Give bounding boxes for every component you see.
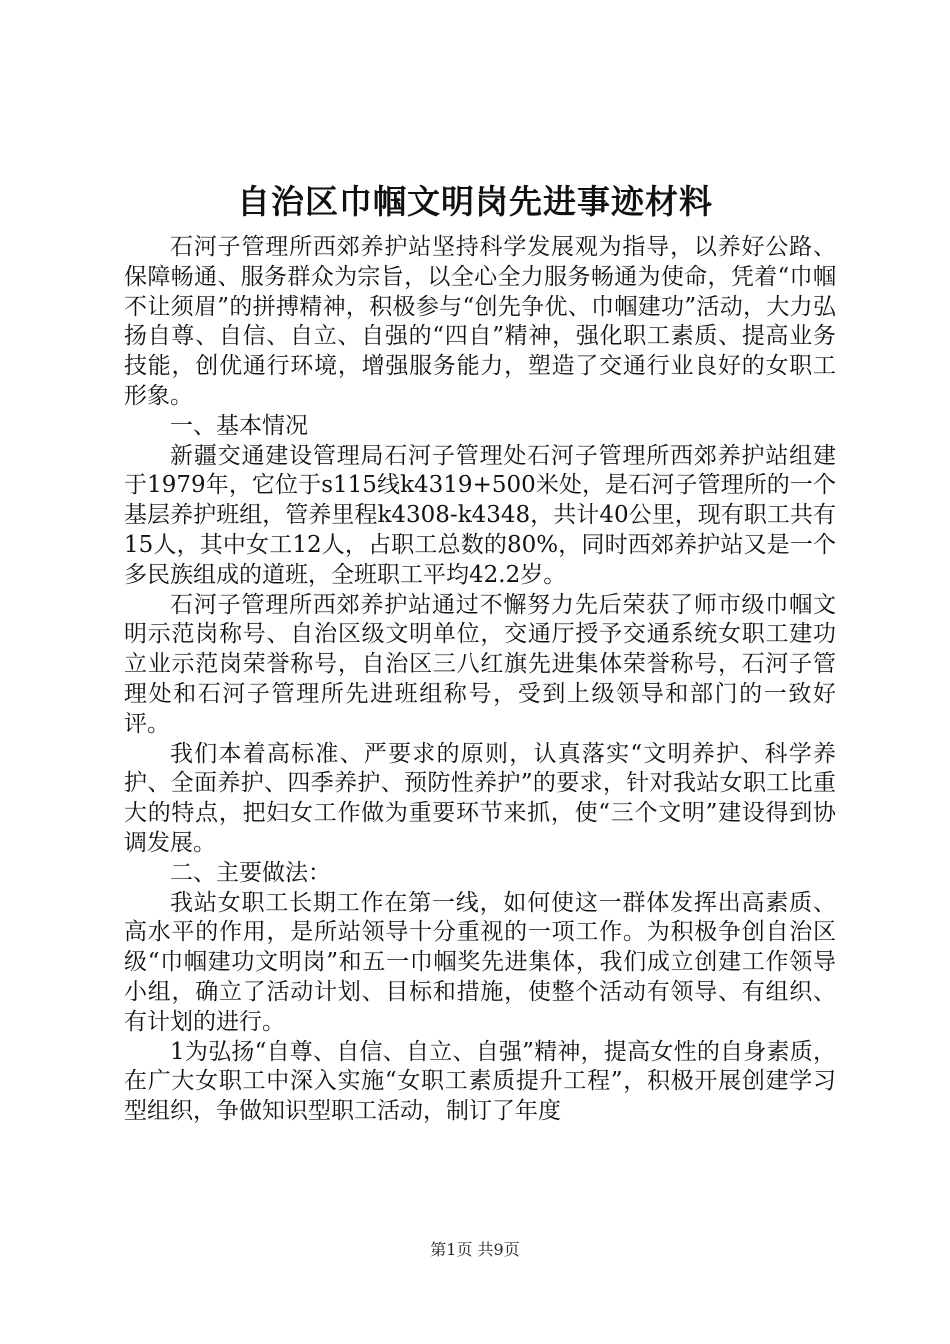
page-number-footer: 第1页 共9页 xyxy=(430,1240,520,1259)
paragraph-practices: 我站女职工长期工作在第一线，如何使这一群体发挥出高素质、高水平的作用，是所站领导十分重视的一项工作。为积极争创自治区级“巾帼建功文明岗”和五一巾帼奖先进集体，我们成立创建工作领导小组，确立了活动计划、目标和措施，使整个活动有领导、有组织、有计划的进行。 xyxy=(124,889,836,1035)
section-heading-basic-info: 一、基本情况 xyxy=(170,412,308,439)
section-heading-main-practices: 二、主要做法： xyxy=(170,859,331,886)
paragraph-intro: 石河子管理所西郊养护站坚持科学发展观为指导，以养好公路、保障畅通、服务群众为宗旨，以全心全力服务畅通为使命，凭着“巾帼不让须眉”的拼搏精神，积极参与“创先争优、巾帼建功”活动，大力弘扬自尊、自信、自立、自强的“四自”精神，强化职工素质、提高业务技能，创优通行环境，增强服务能力，塑造了交通行业良好的女职工形象。 xyxy=(124,234,836,409)
paragraph-item-1: 1为弘扬“自尊、自信、自立、自强”精神，提高女性的自身素质，在广大女职工中深入实施“女职工素质提升工程”，积极开展创建学习型组织，争做知识型职工活动，制订了年度 xyxy=(124,1038,836,1125)
paragraph-principles: 我们本着高标准、严要求的原则，认真落实“文明养护、科学养护、全面养护、四季养护、预防性养护”的要求，针对我站女职工比重大的特点，把妇女工作做为重要环节来抓，使“三个文明”建设得到协调发展。 xyxy=(124,740,836,856)
document-body xyxy=(124,233,836,1127)
paragraph-honors: 石河子管理所西郊养护站通过不懈努力先后荣获了师市级巾帼文明示范岗称号、自治区级文明单位，交通厅授予交通系统女职工建功立业示范岗荣誉称号，自治区三八红旗先进集体荣誉称号，石河子管理处和石河子管理所先进班组称号，受到上级领导和部门的一致好评。 xyxy=(124,591,836,737)
paragraph-basic-info: 新疆交通建设管理局石河子管理处石河子管理所西郊养护站组建于1979年，它位于s115线k4319+500米处，是石河子管理所的一个基层养护班组，管养里程k4308-k4348，共计40公里，现有职工共有15人，其中女工12人，占职工总数的80%，同时西郊养护站又是一个多民族组成的道班，全班职工平均42.2岁。 xyxy=(124,442,836,588)
document-title: 自治区巾帼文明岗先进事迹材料 xyxy=(237,182,713,221)
